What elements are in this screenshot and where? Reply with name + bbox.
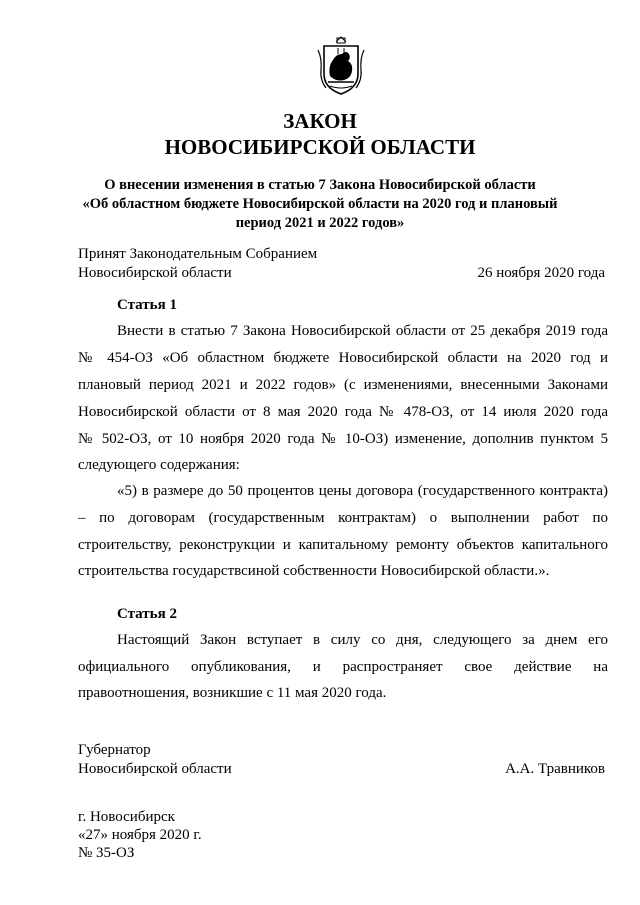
article-2-line: Настоящий Закон вступает в силу со дня, следующего за днем его [117, 632, 608, 648]
signature-title-line-2: Новосибирской области [78, 761, 232, 777]
article-2-line: правоотношения, возникшие с 11 мая 2020 года. [78, 685, 387, 701]
law-subtitle-line-3: период 2021 и 2022 годов» [235, 215, 405, 231]
article-1-line: № 502-ОЗ, от 10 ноября 2020 года № 10-ОЗ) изменение, дополнив пунктом 5 [78, 431, 608, 447]
adoption-line-1: Принят Законодательным Собранием [78, 246, 318, 262]
article-1-line: № 454-ОЗ «Об областном бюджете Новосибирской области на 2020 год и [78, 350, 608, 366]
article-1-quote-line: – по договорам (государственным контрактам) о выполнении работ по [78, 510, 608, 526]
adoption-line-2: Новосибирской области [78, 265, 232, 281]
article-1-quote-line: строительству, реконструкции и капитальному ремонту объектов капитального [78, 537, 608, 553]
law-title-line-2: НОВОСИБИРСКОЙ ОБЛАСТИ [164, 135, 476, 159]
article-1-line: плановый период 2021 и 2022 годов» (с изменениями, внесенными Законами [78, 377, 608, 393]
article-2-line: официального опубликования, и распространяет свое действие на [78, 659, 608, 675]
article-1-line: Новосибирской области от 8 мая 2020 года № 478-ОЗ, от 14 июля 2020 года [78, 404, 608, 420]
adoption-date: 26 ноября 2020 года [477, 265, 605, 281]
law-subtitle-line-1: О внесении изменения в статью 7 Закона Новосибирской области [104, 177, 536, 193]
footer-city: г. Новосибирск [78, 809, 175, 825]
signatory-name: А.А. Травников [505, 761, 605, 777]
article-1-line: следующего содержания: [78, 457, 240, 473]
article-1-quote-line: строительства государствсиной собственности Новосибирской области.». [78, 563, 550, 579]
article-1-quote-line: «5) в размере до 50 процентов цены договора (государственного контракта) [117, 483, 608, 499]
law-title-line-1: ЗАКОН [283, 109, 357, 133]
novosibirsk-coat-of-arms-icon [316, 36, 366, 96]
footer-date: «27» ноября 2020 г. [78, 827, 202, 843]
article-1-heading: Статья 1 [117, 297, 177, 313]
law-subtitle-line-2: «Об областном бюджете Новосибирской области на 2020 год и плановый [82, 196, 558, 212]
signature-title-line-1: Губернатор [78, 742, 151, 758]
article-2-heading: Статья 2 [117, 606, 177, 622]
law-number: № 35-ОЗ [78, 845, 135, 861]
article-1-line: Внести в статью 7 Закона Новосибирской области от 25 декабря 2019 года [117, 323, 608, 339]
